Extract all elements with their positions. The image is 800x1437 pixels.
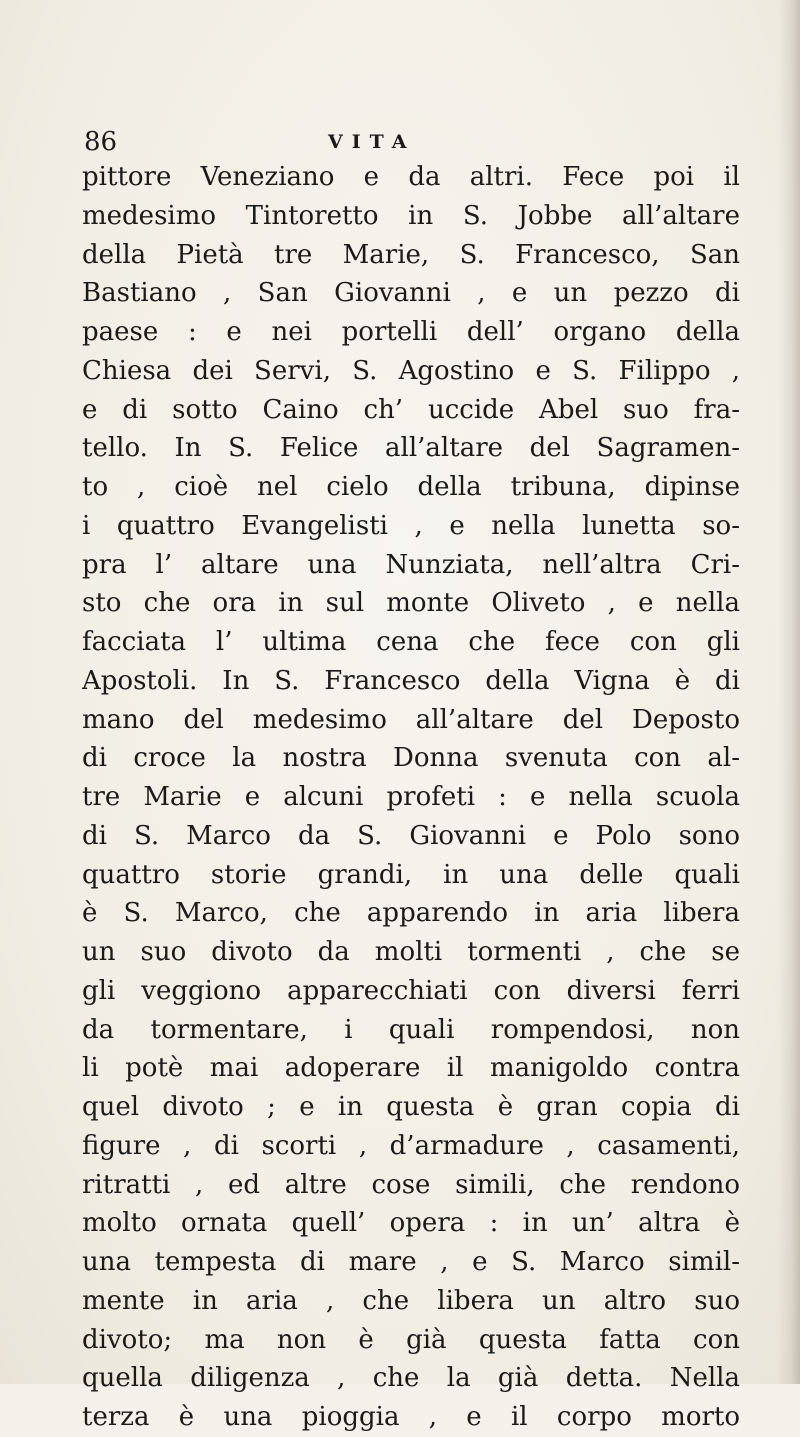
text-line: quattro storie grandi, in una delle quali [82,859,740,890]
text-line: tello. In S. Felice all’altare del Sagramen- [82,433,740,464]
text-line: Chiesa dei Servi, S. Agostino e S. Filippo , [82,355,740,386]
text-line: paese : e nei portelli dell’ organo della [82,317,740,347]
text-line: gli veggiono apparecchiati con diversi ferri [82,975,740,1006]
text-line: è S. Marco, che apparendo in aria libera [82,898,740,929]
text-line: Apostoli. In S. Francesco della Vigna è di [82,665,740,696]
text-line: mente in aria , che libera un altro suo [82,1285,740,1316]
text-line: tre Marie e alcuni profeti : e nella scuola [82,782,740,812]
text-line: di S. Marco da S. Giovanni e Polo sono [82,820,740,851]
text-line: to , cioè nel cielo della tribuna, dipinse [82,472,740,502]
text-line: Bastiano , San Giovanni , e un pezzo di [82,278,740,309]
body-text [82,158,740,1437]
text-line: di croce la nostra Donna svenuta con al- [82,743,740,774]
page-edge-shadow [778,0,800,1384]
text-line: li potè mai adoperare il manigoldo contra [82,1053,740,1084]
text-line: i quattro Evangelisti , e nella lunetta so- [82,510,740,541]
text-line: quel divoto ; e in questa è gran copia di [82,1092,740,1122]
text-line: pittore Veneziano e da altri. Fece poi il [82,162,740,192]
text-line: divoto; ma non è già questa fatta con [82,1324,740,1355]
page-header [80,122,740,162]
text-line: della Pietà tre Marie, S. Francesco, San [82,239,740,270]
text-line: una tempesta di mare , e S. Marco simil- [82,1247,740,1277]
text-line: medesimo Tintoretto in S. Jobbe all’altare [82,200,740,231]
text-line: pra l’ altare una Nunziata, nell’altra Cri- [82,549,740,580]
text-line: quella diligenza , che la già detta. Nella [82,1363,740,1394]
text-line: un suo divoto da molti tormenti , che se [82,937,740,967]
text-line: terza è una pioggia , e il corpo morto [82,1402,740,1432]
text-line: facciata l’ ultima cena che fece con gli [82,627,740,657]
text-line: ritratti , ed altre cose simili, che rendono [82,1169,740,1200]
text-line: molto ornata quell’ opera : in un’ altra è [82,1208,740,1239]
text-line: figure , di scorti , d’armadure , casamenti, [82,1130,740,1161]
text-line: da tormentare, i quali rompendosi, non [82,1014,740,1045]
text-line: sto che ora in sul monte Oliveto , e nella [82,588,740,619]
page-number: 86 [84,127,118,157]
text-line: mano del medesimo all’altare del Deposto [82,704,740,735]
running-head: VITA [328,131,416,153]
text-line: e di sotto Caino ch’ uccide Abel suo fra- [82,394,740,425]
